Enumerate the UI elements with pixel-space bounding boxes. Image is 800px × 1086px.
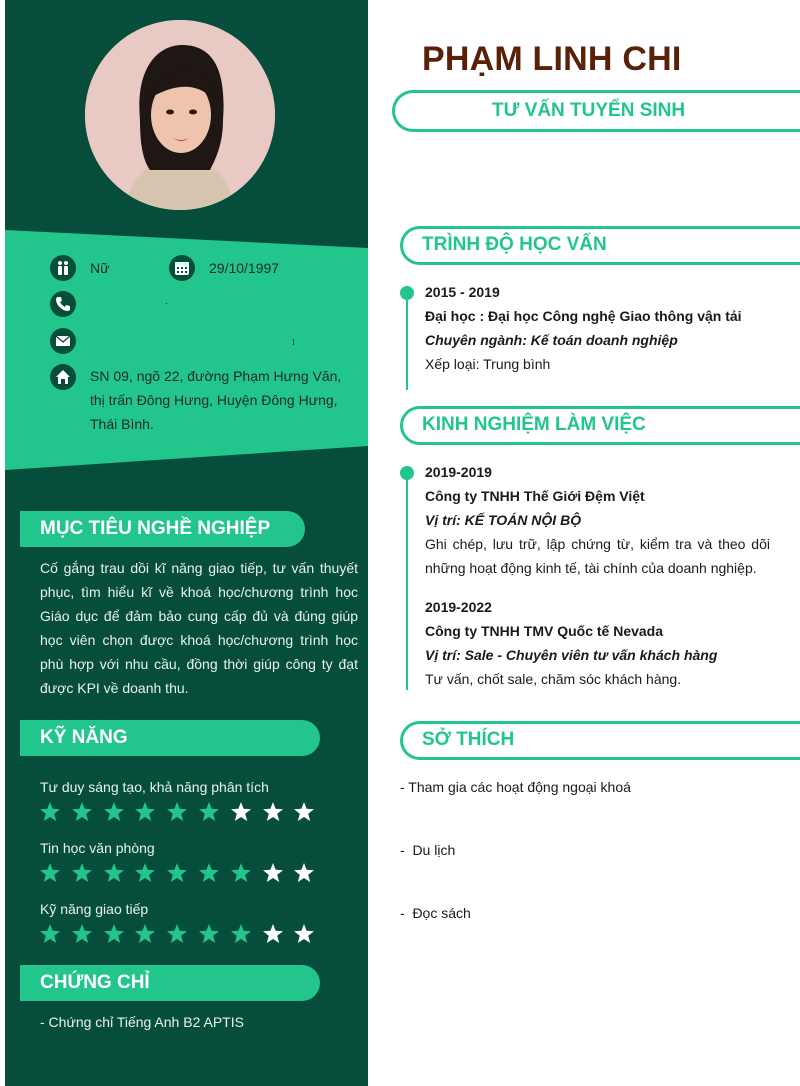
star-icon — [293, 862, 315, 884]
skill-rating — [39, 923, 325, 950]
star-icon — [39, 923, 61, 945]
timeline-line — [406, 472, 408, 690]
star-icon — [103, 801, 125, 823]
star-icon — [262, 801, 284, 823]
education-grade: Xếp loại: Trung bình — [425, 356, 551, 372]
gender-icon — [50, 255, 76, 281]
objective-text: Cố gắng trau dồi kĩ năng giao tiếp, tư vấn thuyết phục, tìm hiểu kĩ về khoá học/chương trình học Giáo dục để đảm bảo cung cấp đủ và đúng giúp học viên chọn được khoá học/chương trình học phù hợp với nhu cầu, đồng thời giúp công ty đạt được KPI về doanh thu. — [40, 560, 358, 696]
star-icon — [71, 801, 93, 823]
star-icon — [71, 923, 93, 945]
calendar-icon — [169, 255, 195, 281]
star-icon — [230, 923, 252, 945]
objective-heading: MỤC TIÊU NGHỀ NGHIỆP — [20, 511, 305, 547]
job-company: Công ty TNHH TMV Quốc tế Nevada — [425, 623, 664, 639]
job-role: Vị trí: Sale - Chuyên viên tư vấn khách hàng — [425, 647, 718, 663]
star-icon — [198, 801, 220, 823]
job-description: Ghi chép, lưu trữ, lập chứng từ, kiểm tra và theo dõi những hoạt động kinh tế, tài chính của doanh nghiệp. — [425, 536, 770, 576]
job-description: Tư vấn, chốt sale, chăm sóc khách hàng. — [425, 671, 682, 687]
job-period: 2019-2019 — [425, 464, 492, 480]
skill-rating — [39, 862, 325, 889]
timeline-dot — [400, 286, 414, 300]
skill-name: Tư duy sáng tạo, khả năng phân tích — [40, 779, 269, 795]
job-role: Vị trí: KẾ TOÁN NỘI BỘ — [425, 512, 582, 528]
star-icon — [103, 862, 125, 884]
star-icon — [293, 923, 315, 945]
star-icon — [134, 862, 156, 884]
education-school: Đại học : Đại học Công nghệ Giao thông vận tải — [425, 308, 742, 324]
star-icon — [134, 801, 156, 823]
star-icon — [230, 862, 252, 884]
skill-name: Kỹ năng giao tiếp — [40, 901, 149, 917]
star-icon — [293, 801, 315, 823]
address-text: SN 09, ngõ 22, đường Phạm Hưng Văn, thị trấn Đông Hưng, Huyện Đông Hưng, Thái Bình. — [90, 368, 342, 432]
education-major: Chuyên ngành: Kế toán doanh nghiệp — [425, 332, 678, 348]
star-icon — [198, 923, 220, 945]
hobby-item: - Tham gia các hoạt động ngoại khoá — [400, 779, 631, 795]
star-icon — [198, 862, 220, 884]
position-title: TƯ VẤN TUYỂN SINH — [492, 100, 686, 121]
timeline-dot — [400, 466, 414, 480]
star-icon — [103, 923, 125, 945]
education-period: 2015 - 2019 — [425, 284, 500, 300]
skill-rating — [39, 801, 325, 828]
certificates-heading: CHỨNG CHỈ — [20, 965, 320, 1001]
star-icon — [166, 862, 188, 884]
skill-name: Tin học văn phòng — [40, 840, 155, 856]
star-icon — [134, 923, 156, 945]
star-icon — [71, 862, 93, 884]
star-icon — [230, 801, 252, 823]
candidate-name: PHẠM LINH CHI — [422, 40, 682, 78]
hobby-item: - Du lịch — [400, 842, 456, 858]
phone-icon — [50, 291, 76, 317]
hobbies-heading: SỞ THÍCH — [422, 729, 515, 750]
star-icon — [166, 923, 188, 945]
skills-heading: KỸ NĂNG — [20, 720, 320, 756]
certificate-item: - Chứng chỉ Tiếng Anh B2 APTIS — [40, 1014, 244, 1030]
experience-heading: KINH NGHIỆM LÀM VIỆC — [422, 414, 646, 435]
star-icon — [166, 801, 188, 823]
star-icon — [262, 862, 284, 884]
email-text: ı — [292, 336, 296, 348]
star-icon — [39, 862, 61, 884]
job-company: Công ty TNHH Thế Giới Đệm Việt — [425, 488, 645, 504]
phone-text: . — [165, 296, 168, 307]
gender-text: Nữ — [90, 260, 110, 276]
mail-icon — [50, 328, 76, 354]
education-heading: TRÌNH ĐỘ HỌC VẤN — [422, 234, 607, 255]
avatar — [85, 20, 275, 210]
star-icon — [39, 801, 61, 823]
home-icon — [50, 364, 76, 390]
star-icon — [262, 923, 284, 945]
hobby-item: - Đọc sách — [400, 905, 471, 921]
timeline-line — [406, 292, 408, 390]
job-period: 2019-2022 — [425, 599, 492, 615]
birthday-text: 29/10/1997 — [209, 260, 280, 276]
